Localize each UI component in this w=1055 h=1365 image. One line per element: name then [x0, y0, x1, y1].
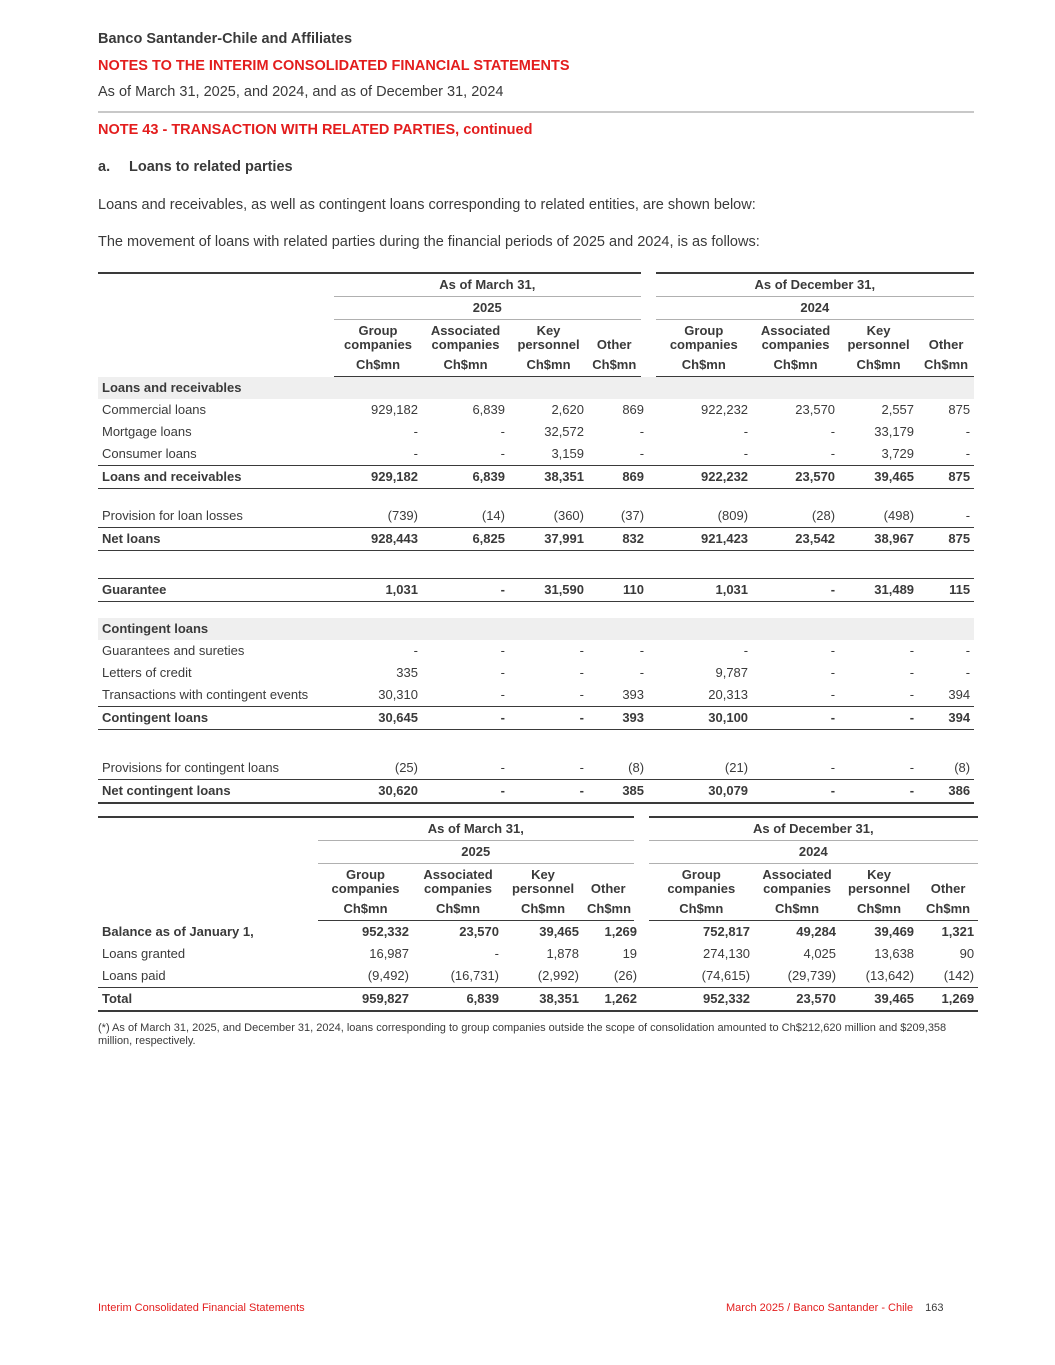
- column-header-line: Group: [681, 867, 721, 882]
- period-right: As of December 31,: [641, 817, 978, 841]
- cell-value: -: [639, 665, 645, 680]
- section-label: Contingent loans: [98, 618, 334, 640]
- cell-value: -: [500, 687, 505, 702]
- cell-value: 110: [588, 579, 648, 602]
- notes-title: NOTES TO THE INTERIM CONSOLIDATED FINANCIAL STATEMENTS: [98, 58, 570, 74]
- cell-value: 875: [948, 402, 971, 417]
- cell-value: 31,489: [839, 579, 918, 602]
- currency-label: Ch$mn: [918, 354, 974, 377]
- period-right: As of December 31,: [648, 273, 974, 297]
- cell-value: -: [965, 508, 971, 523]
- cell-value: -: [909, 665, 915, 680]
- column-header-line: [592, 324, 637, 338]
- cell-value: -: [830, 424, 836, 439]
- cell-value: 1,321: [941, 924, 975, 939]
- cell-value: -: [509, 707, 588, 730]
- cell-value: -: [500, 643, 505, 658]
- cell-value: 3,729: [881, 446, 915, 461]
- currency-label: Ch$mn: [503, 898, 583, 921]
- row-label: Provision for loan losses: [102, 508, 243, 523]
- cell-value: -: [909, 643, 915, 658]
- column-header-line: Group: [346, 867, 385, 882]
- cell-value: 1,878: [546, 946, 579, 961]
- cell-value: 922,232: [648, 466, 752, 489]
- table-row: [98, 399, 974, 421]
- page-number: 163: [925, 1302, 944, 1314]
- cell-value: 37,991: [509, 528, 588, 551]
- column-header-line: companies: [667, 881, 736, 896]
- column-header-line: Other: [930, 881, 966, 896]
- column-header-row: [98, 320, 974, 355]
- footer-right: [726, 1302, 943, 1314]
- currency-label: Ch$mn: [588, 354, 648, 377]
- year-left: 2025: [318, 841, 641, 864]
- cell-value: -: [579, 760, 584, 775]
- cell-value: 1,262: [583, 988, 641, 1012]
- cell-value: 1,031: [334, 579, 422, 602]
- footnote: (*) As of March 31, 2025, and December 31, 2024, loans corresponding to group companies outside the scope of consolidation amounted to Ch$212,620 million and $209,358 million, respectively.: [98, 1022, 947, 1047]
- table-row: [98, 757, 974, 780]
- column-header-line: personnel: [517, 337, 580, 352]
- cell-value: -: [500, 446, 505, 461]
- cell-value: 2,620: [551, 402, 584, 417]
- cell-value: (809): [717, 508, 749, 523]
- cell-value: (21): [724, 760, 749, 775]
- cell-value: 274,130: [703, 946, 751, 961]
- cell-value: 832: [588, 528, 648, 551]
- row-label: Contingent loans: [98, 707, 334, 730]
- column-header: [318, 864, 413, 899]
- cell-value: (142): [943, 968, 975, 983]
- cell-value: -: [909, 760, 915, 775]
- cell-value: -: [830, 760, 836, 775]
- currency-label: Ch$mn: [918, 898, 978, 921]
- cell-value: (14): [481, 508, 505, 523]
- section-row: [98, 377, 974, 400]
- column-header: [648, 320, 752, 355]
- cell-value: -: [509, 780, 588, 804]
- cell-value: -: [830, 643, 836, 658]
- total-row: [98, 780, 974, 804]
- currency-label: Ch$mn: [413, 898, 503, 921]
- cell-value: (13,642): [865, 968, 915, 983]
- column-header-line: Key: [867, 867, 891, 882]
- cell-value: 30,310: [378, 687, 418, 702]
- column-header-line: Key: [866, 323, 891, 338]
- cell-value: 33,179: [874, 424, 915, 439]
- table-row: [98, 684, 974, 707]
- column-header-line: companies: [431, 337, 500, 352]
- cell-value: -: [830, 687, 836, 702]
- cell-value: -: [413, 446, 418, 461]
- cell-value: -: [422, 579, 509, 602]
- cell-value: 30,645: [334, 707, 422, 730]
- cell-value: 394: [948, 687, 971, 702]
- cell-value: 38,967: [839, 528, 918, 551]
- cell-value: (8): [628, 760, 645, 775]
- cell-value: 952,332: [362, 924, 409, 939]
- footer-publication: March 2025 / Banco Santander - Chile: [726, 1302, 914, 1314]
- cell-value: 30,100: [648, 707, 752, 730]
- cell-value: 393: [622, 687, 645, 702]
- movement-table: [98, 816, 978, 1012]
- period-row: [98, 817, 978, 841]
- cell-value: (37): [620, 508, 645, 523]
- cell-value: 23,542: [752, 528, 839, 551]
- currency-label: Ch$mn: [334, 354, 422, 377]
- cell-value: (74,615): [701, 968, 751, 983]
- as-of-date: As of March 31, 2025, and 2024, and as of December 31, 2024: [98, 84, 504, 100]
- currency-label: Ch$mn: [318, 898, 413, 921]
- table-row: [98, 443, 974, 466]
- currency-label: Ch$mn: [840, 898, 918, 921]
- row-label: Loans granted: [102, 946, 186, 961]
- currency-label: Ch$mn: [583, 898, 641, 921]
- cell-value: 38,351: [509, 466, 588, 489]
- cell-value: 952,332: [641, 988, 754, 1012]
- company-name: Banco Santander-Chile and Affiliates: [98, 31, 353, 47]
- year-right: 2024: [641, 841, 978, 864]
- column-header-line: companies: [344, 337, 412, 352]
- paragraph: The movement of loans with related parties during the financial periods of 2025 and 2024, is as follows:: [98, 234, 760, 250]
- cell-value: 30,079: [648, 780, 752, 804]
- cell-value: 32,572: [544, 424, 584, 439]
- column-header-row: [98, 864, 978, 899]
- column-header-line: Associated: [430, 323, 501, 338]
- total-row: [98, 466, 974, 489]
- section-label: Loans and receivables: [98, 377, 334, 400]
- cell-value: -: [965, 424, 971, 439]
- cell-value: -: [579, 665, 584, 680]
- currency-label: Ch$mn: [752, 354, 839, 377]
- table-row: [98, 921, 978, 944]
- table-row: [98, 965, 978, 988]
- currency-label: Ch$mn: [641, 898, 754, 921]
- cell-value: (739): [387, 508, 418, 523]
- cell-value: 23,570: [752, 466, 839, 489]
- cell-value: -: [639, 643, 645, 658]
- column-header-line: personnel: [847, 337, 910, 352]
- column-header-line: Associated: [423, 867, 493, 882]
- column-header: [422, 320, 509, 355]
- cell-value: (29,739): [787, 968, 837, 983]
- row-label: Letters of credit: [102, 665, 192, 680]
- row-label: Loans paid: [102, 968, 166, 983]
- cell-value: -: [500, 665, 505, 680]
- year-left: 2025: [334, 297, 648, 320]
- cell-value: 386: [918, 780, 974, 804]
- column-header-line: personnel: [847, 881, 911, 896]
- spacer-row: [98, 730, 974, 758]
- cell-value: -: [494, 946, 499, 961]
- cell-value: -: [639, 424, 645, 439]
- cell-value: 1,031: [648, 579, 752, 602]
- column-header-line: companies: [331, 881, 400, 896]
- cell-value: 869: [622, 402, 645, 417]
- column-header-line: Key: [536, 323, 561, 338]
- column-header-line: companies: [763, 881, 831, 896]
- cell-value: 929,182: [334, 466, 422, 489]
- cell-value: 6,825: [422, 528, 509, 551]
- cell-value: 6,839: [422, 466, 509, 489]
- cell-value: -: [830, 665, 836, 680]
- column-header-line: companies: [424, 881, 492, 896]
- row-label: Guarantee: [98, 579, 334, 602]
- cell-value: -: [422, 780, 509, 804]
- total-row: [98, 707, 974, 730]
- cell-value: (2,992): [537, 968, 579, 983]
- currency-label: Ch$mn: [422, 354, 509, 377]
- row-label: Net contingent loans: [98, 780, 334, 804]
- column-header-line: Other: [928, 337, 964, 352]
- section-title: [98, 159, 293, 175]
- cell-value: 869: [588, 466, 648, 489]
- cell-value: 23,570: [754, 988, 840, 1012]
- currency-label: Ch$mn: [839, 354, 918, 377]
- cell-value: 9,787: [715, 665, 749, 680]
- column-header: [839, 320, 918, 355]
- cell-value: (28): [811, 508, 836, 523]
- spacer-row: [98, 489, 974, 506]
- cell-value: 922,232: [701, 402, 749, 417]
- cell-value: 20,313: [708, 687, 749, 702]
- cell-value: -: [839, 707, 918, 730]
- cell-value: -: [579, 643, 584, 658]
- column-header: [413, 864, 503, 899]
- cell-value: 393: [588, 707, 648, 730]
- year-row: [98, 297, 974, 320]
- section-label: Loans to related parties: [129, 159, 293, 175]
- cell-value: -: [752, 707, 839, 730]
- cell-value: 1,269: [918, 988, 978, 1012]
- column-header-line: [922, 324, 970, 338]
- column-header-line: Other: [596, 337, 632, 352]
- currency-label: Ch$mn: [509, 354, 588, 377]
- header-divider: [98, 111, 974, 113]
- table-row: [98, 640, 974, 662]
- cell-value: 13,638: [874, 946, 915, 961]
- row-label: Net loans: [98, 528, 334, 551]
- column-header: [752, 320, 839, 355]
- cell-value: (360): [553, 508, 584, 523]
- cell-value: -: [839, 780, 918, 804]
- cell-value: -: [579, 687, 584, 702]
- cell-value: 6,839: [413, 988, 503, 1012]
- cell-value: 19: [622, 946, 638, 961]
- column-header-line: Associated: [762, 867, 832, 882]
- column-header-line: Associated: [760, 323, 831, 338]
- footer-left: Interim Consolidated Financial Statements: [98, 1302, 305, 1314]
- total-row: [98, 528, 974, 551]
- column-header-line: [922, 868, 974, 882]
- column-header: [509, 320, 588, 355]
- cell-value: -: [743, 424, 749, 439]
- cell-value: 929,182: [371, 402, 418, 417]
- row-label: Guarantees and sureties: [102, 643, 245, 658]
- column-header: [918, 320, 974, 355]
- column-header: [334, 320, 422, 355]
- currency-row: [98, 354, 974, 377]
- cell-value: -: [743, 643, 749, 658]
- column-header: [503, 864, 583, 899]
- column-header-line: Other: [590, 881, 626, 896]
- cell-value: (498): [883, 508, 915, 523]
- total-row: [98, 579, 974, 602]
- cell-value: 115: [918, 579, 974, 602]
- currency-row: [98, 898, 978, 921]
- cell-value: 1,269: [604, 924, 638, 939]
- row-label: Commercial loans: [102, 402, 207, 417]
- row-label: Transactions with contingent events: [102, 687, 309, 702]
- cell-value: 39,465: [839, 466, 918, 489]
- cell-value: 90: [959, 946, 975, 961]
- cell-value: 39,465: [840, 988, 918, 1012]
- cell-value: 875: [918, 528, 974, 551]
- cell-value: 23,570: [795, 402, 836, 417]
- table-row: [98, 943, 978, 965]
- year-row: [98, 841, 978, 864]
- column-header-line: Key: [531, 867, 555, 882]
- column-header-line: Group: [684, 323, 724, 338]
- cell-value: 4,025: [803, 946, 837, 961]
- cell-value: 335: [396, 665, 418, 680]
- spacer-row: [98, 551, 974, 579]
- column-header: [754, 864, 840, 899]
- cell-value: -: [752, 579, 839, 602]
- cell-value: 30,620: [334, 780, 422, 804]
- column-header: [918, 864, 978, 899]
- cell-value: -: [965, 446, 971, 461]
- cell-value: (25): [394, 760, 418, 775]
- cell-value: -: [909, 687, 915, 702]
- cell-value: 752,817: [703, 924, 751, 939]
- cell-value: -: [830, 446, 836, 461]
- cell-value: 2,557: [881, 402, 915, 417]
- loans-table: [98, 272, 974, 804]
- section-row: [98, 618, 974, 640]
- table-row: [98, 505, 974, 528]
- section-number: a.: [98, 159, 111, 175]
- cell-value: -: [422, 707, 509, 730]
- cell-value: 39,465: [539, 924, 579, 939]
- cell-value: (9,492): [367, 968, 409, 983]
- note-title: NOTE 43 - TRANSACTION WITH RELATED PARTIES, continued: [98, 122, 533, 138]
- paragraph: Loans and receivables, as well as contingent loans corresponding to related entities, are shown below:: [98, 197, 756, 213]
- cell-value: (26): [613, 968, 638, 983]
- column-header: [588, 320, 648, 355]
- cell-value: 38,351: [503, 988, 583, 1012]
- total-row: [98, 988, 978, 1012]
- cell-value: -: [965, 665, 971, 680]
- cell-value: 3,159: [551, 446, 584, 461]
- cell-value: -: [413, 424, 418, 439]
- cell-value: -: [752, 780, 839, 804]
- cell-value: -: [500, 424, 505, 439]
- cell-value: 875: [918, 466, 974, 489]
- table-row: [98, 662, 974, 684]
- cell-value: (16,731): [450, 968, 499, 983]
- column-header: [583, 864, 641, 899]
- row-label: Mortgage loans: [102, 424, 192, 439]
- row-label: Loans and receivables: [98, 466, 334, 489]
- currency-label: Ch$mn: [648, 354, 752, 377]
- row-label: Balance as of January 1,: [102, 923, 254, 939]
- cell-value: (8): [954, 760, 971, 775]
- currency-label: Ch$mn: [754, 898, 840, 921]
- cell-value: -: [965, 643, 971, 658]
- column-header: [840, 864, 918, 899]
- column-header-line: personnel: [511, 881, 575, 896]
- column-header-line: [587, 868, 630, 882]
- cell-value: 23,570: [459, 924, 499, 939]
- column-header-line: companies: [761, 337, 830, 352]
- period-left: As of March 31,: [318, 817, 641, 841]
- cell-value: 959,827: [318, 988, 413, 1012]
- cell-value: -: [639, 446, 645, 461]
- table-row: [98, 421, 974, 443]
- column-header-line: companies: [669, 337, 738, 352]
- column-header-line: Group: [358, 323, 398, 338]
- period-left: As of March 31,: [334, 273, 648, 297]
- row-label: Total: [98, 988, 318, 1012]
- cell-value: 928,443: [334, 528, 422, 551]
- cell-value: 385: [588, 780, 648, 804]
- row-label: Consumer loans: [102, 446, 197, 461]
- year-right: 2024: [648, 297, 974, 320]
- spacer-row: [98, 602, 974, 619]
- row-label: Provisions for contingent loans: [102, 760, 280, 775]
- cell-value: -: [413, 643, 418, 658]
- cell-value: 39,469: [874, 924, 915, 939]
- cell-value: -: [743, 446, 749, 461]
- cell-value: 16,987: [369, 946, 409, 961]
- cell-value: 31,590: [509, 579, 588, 602]
- cell-value: 6,839: [472, 402, 505, 417]
- cell-value: 394: [918, 707, 974, 730]
- period-row: [98, 273, 974, 297]
- cell-value: 921,423: [648, 528, 752, 551]
- cell-value: 49,284: [796, 924, 837, 939]
- column-header: [641, 864, 754, 899]
- cell-value: -: [500, 760, 505, 775]
